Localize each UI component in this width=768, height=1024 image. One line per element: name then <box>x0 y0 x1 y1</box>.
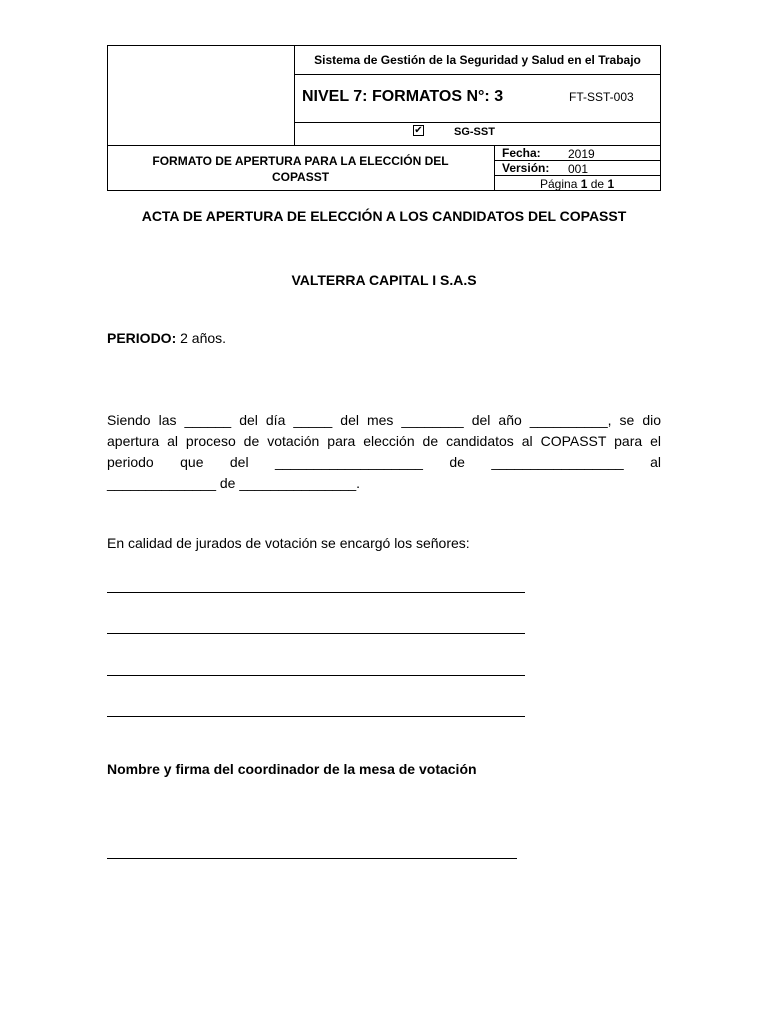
periodo-label: PERIODO: <box>107 330 177 346</box>
company-name: VALTERRA CAPITAL I S.A.S <box>291 272 477 288</box>
page-indicator <box>540 176 614 191</box>
checkbox-icon: ✔ <box>414 125 423 136</box>
periodo-line <box>107 330 226 346</box>
jurado-line-3 <box>107 675 525 676</box>
coordinator-label: Nombre y firma del coordinador de la mesa de votación <box>107 761 477 777</box>
version-label: Versión: <box>502 160 550 175</box>
sg-sst-label: SG-SST <box>454 126 495 138</box>
page-word: Página <box>540 176 578 191</box>
page-total: 1 <box>607 176 615 191</box>
system-title: Sistema de Gestión de la Seguridad y Salud en el Trabajo <box>314 53 641 67</box>
form-name: FORMATO DE APERTURA PARA LA ELECCIÓN DEL COPASST <box>152 153 449 184</box>
page-of: de <box>590 176 605 191</box>
jurado-line-1 <box>107 592 525 593</box>
jurados-text: En calidad de jurados de votación se encargó los señores: <box>107 535 470 551</box>
fecha-label: Fecha: <box>502 145 541 160</box>
opening-paragraph <box>107 410 661 494</box>
format-code: FT-SST-003 <box>569 90 634 104</box>
coordinator-signature-line <box>107 858 517 859</box>
document-header-table <box>107 45 661 191</box>
header-divider-vertical-bottom <box>494 145 495 191</box>
version-value: 001 <box>568 161 589 176</box>
header-divider-h1 <box>294 74 661 75</box>
jurado-line-2 <box>107 633 525 634</box>
document-title: ACTA DE APERTURA DE ELECCIÓN A LOS CANDIDATOS DEL COPASST <box>141 208 627 224</box>
level-title: NIVEL 7: FORMATOS N°: 3 <box>302 88 504 105</box>
jurado-line-4 <box>107 716 525 717</box>
periodo-value: 2 años. <box>180 330 227 346</box>
opening-paragraph-text: Siendo las ______ del día _____ del mes ________ del año __________, se dio apertura al proceso de votación para elección de candidatos al COPASST para el periodo que del ___________________ de _________________ al <box>107 412 661 470</box>
opening-paragraph-end: ______________ de _______________. <box>107 475 361 491</box>
fecha-value: 2019 <box>568 146 595 161</box>
page-current: 1 <box>580 176 588 191</box>
